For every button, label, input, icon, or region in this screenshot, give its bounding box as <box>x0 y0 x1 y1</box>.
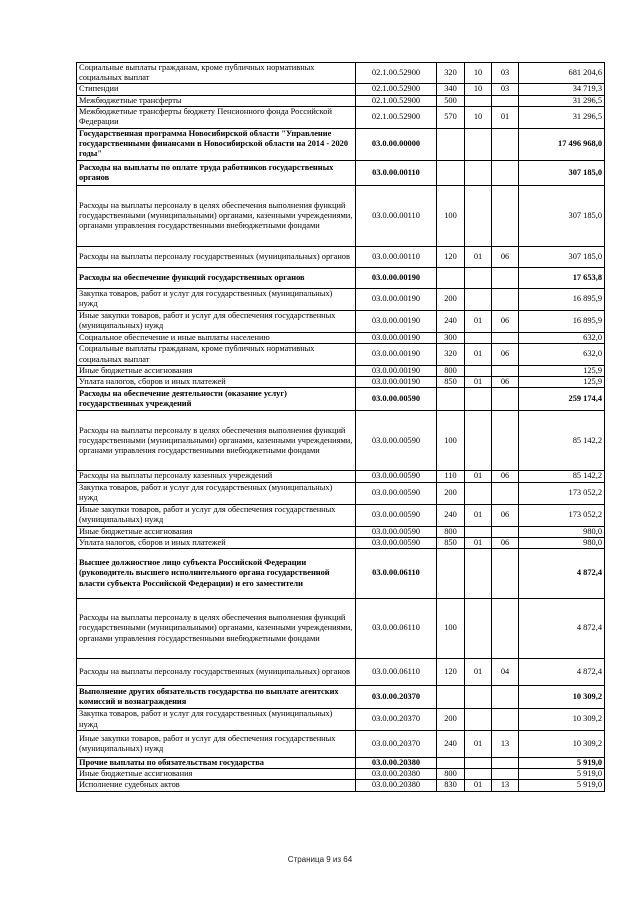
table-row <box>77 344 605 366</box>
row-subsection-cell: 06 <box>492 310 519 332</box>
row-sum-cell: 34 719,3 <box>519 84 605 95</box>
row-subsection-cell: 06 <box>492 537 519 548</box>
row-sum-cell: 307 185,0 <box>519 185 605 246</box>
table-row <box>77 95 605 106</box>
table-row <box>77 377 605 388</box>
row-name-cell: Прочие выплаты по обязательствам государства <box>77 758 356 769</box>
row-section-cell: 01 <box>465 310 492 332</box>
table-row <box>77 686 605 709</box>
row-name-cell: Иные бюджетные ассигнования <box>77 366 356 377</box>
row-name-cell: Уплата налогов, сборов и иных платежей <box>77 537 356 548</box>
row-code-cell: 03.0.00.20380 <box>356 780 437 791</box>
row-code-cell: 03.0.00.00190 <box>356 344 437 366</box>
row-expense-type-cell: 830 <box>437 780 465 791</box>
row-name-cell: Стипендии <box>77 84 356 95</box>
row-name-cell: Межбюджетные трансферты <box>77 95 356 106</box>
row-code-cell: 03.0.00.00110 <box>356 185 437 246</box>
row-name-cell: Закупка товаров, работ и услуг для государственных (муниципальных) нужд <box>77 709 356 731</box>
row-section-cell: 01 <box>465 246 492 267</box>
row-code-cell: 03.0.00.20380 <box>356 769 437 780</box>
row-section-cell <box>465 549 492 599</box>
table-row <box>77 288 605 310</box>
row-name-cell: Социальное обеспечение и иные выплаты населению <box>77 332 356 343</box>
table-row <box>77 84 605 95</box>
row-subsection-cell: 03 <box>492 84 519 95</box>
row-expense-type-cell <box>437 686 465 709</box>
row-expense-type-cell <box>437 549 465 599</box>
row-expense-type-cell: 800 <box>437 769 465 780</box>
row-subsection-cell: 13 <box>492 780 519 791</box>
row-expense-type-cell: 320 <box>437 344 465 366</box>
row-code-cell: 03.0.00.00590 <box>356 411 437 471</box>
row-subsection-cell: 13 <box>492 731 519 758</box>
row-code-cell: 03.0.00.00190 <box>356 366 437 377</box>
row-code-cell: 03.0.00.00190 <box>356 332 437 343</box>
row-subsection-cell <box>492 128 519 160</box>
row-sum-cell: 10 309,2 <box>519 686 605 709</box>
row-subsection-cell <box>492 95 519 106</box>
row-name-cell: Расходы на выплаты персоналу казенных учреждений <box>77 471 356 482</box>
row-code-cell: 03.0.00.06110 <box>356 659 437 686</box>
row-subsection-cell <box>492 686 519 709</box>
row-subsection-cell <box>492 160 519 185</box>
row-sum-cell: 632,0 <box>519 332 605 343</box>
table-row <box>77 185 605 246</box>
row-section-cell <box>465 95 492 106</box>
row-sum-cell: 307 185,0 <box>519 160 605 185</box>
row-sum-cell: 307 185,0 <box>519 246 605 267</box>
table-row <box>77 160 605 185</box>
row-sum-cell: 17 496 968,0 <box>519 128 605 160</box>
row-sum-cell: 10 309,2 <box>519 731 605 758</box>
row-code-cell: 03.0.00.00590 <box>356 504 437 526</box>
table-row <box>77 537 605 548</box>
row-subsection-cell <box>492 288 519 310</box>
row-sum-cell: 980,0 <box>519 537 605 548</box>
row-section-cell: 01 <box>465 344 492 366</box>
row-section-cell: 01 <box>465 471 492 482</box>
row-name-cell: Закупка товаров, работ и услуг для государственных (муниципальных) нужд <box>77 288 356 310</box>
row-expense-type-cell <box>437 128 465 160</box>
row-subsection-cell: 06 <box>492 344 519 366</box>
row-section-cell <box>465 599 492 659</box>
row-section-cell: 01 <box>465 377 492 388</box>
row-section-cell <box>465 526 492 537</box>
row-sum-cell: 85 142,2 <box>519 471 605 482</box>
row-sum-cell: 17 653,8 <box>519 267 605 288</box>
row-expense-type-cell: 800 <box>437 526 465 537</box>
row-sum-cell: 31 296,5 <box>519 106 605 128</box>
row-subsection-cell <box>492 549 519 599</box>
table-row <box>77 709 605 731</box>
row-sum-cell: 259 174,4 <box>519 388 605 411</box>
table-row <box>77 388 605 411</box>
row-section-cell <box>465 366 492 377</box>
row-sum-cell: 173 052,2 <box>519 504 605 526</box>
row-subsection-cell <box>492 769 519 780</box>
row-name-cell: Расходы на выплаты персоналу в целях обеспечения выполнения функций государственными (муниципальными) органами, казенными учреждениями, органами управления государственными внебюджетными фондами <box>77 185 356 246</box>
row-name-cell: Выполнение других обязательств государства по выплате агентских комиссий и вознаграждения <box>77 686 356 709</box>
table-row <box>77 63 605 84</box>
row-section-cell <box>465 288 492 310</box>
row-code-cell: 03.0.00.00190 <box>356 288 437 310</box>
row-code-cell: 03.0.00.00590 <box>356 471 437 482</box>
row-subsection-cell <box>492 758 519 769</box>
table-row <box>77 731 605 758</box>
row-subsection-cell <box>492 411 519 471</box>
row-name-cell: Уплата налогов, сборов и иных платежей <box>77 377 356 388</box>
row-sum-cell: 681 204,6 <box>519 63 605 84</box>
row-code-cell: 03.0.00.00190 <box>356 377 437 388</box>
row-expense-type-cell: 570 <box>437 106 465 128</box>
table-row <box>77 246 605 267</box>
row-expense-type-cell: 200 <box>437 709 465 731</box>
row-sum-cell: 5 919,0 <box>519 780 605 791</box>
row-sum-cell: 125,9 <box>519 377 605 388</box>
row-sum-cell: 5 919,0 <box>519 769 605 780</box>
row-subsection-cell <box>492 185 519 246</box>
row-code-cell: 02.1.00.52900 <box>356 63 437 84</box>
row-section-cell: 01 <box>465 731 492 758</box>
table-row <box>77 526 605 537</box>
row-subsection-cell: 01 <box>492 106 519 128</box>
row-sum-cell: 4 872,4 <box>519 549 605 599</box>
row-section-cell <box>465 411 492 471</box>
row-section-cell <box>465 758 492 769</box>
row-subsection-cell: 03 <box>492 63 519 84</box>
row-expense-type-cell <box>437 388 465 411</box>
row-expense-type-cell: 320 <box>437 63 465 84</box>
row-subsection-cell <box>492 388 519 411</box>
row-subsection-cell: 06 <box>492 504 519 526</box>
row-expense-type-cell: 100 <box>437 185 465 246</box>
row-code-cell: 02.1.00.52900 <box>356 84 437 95</box>
row-section-cell <box>465 388 492 411</box>
row-sum-cell: 4 872,4 <box>519 599 605 659</box>
row-expense-type-cell: 300 <box>437 332 465 343</box>
row-section-cell <box>465 267 492 288</box>
row-subsection-cell: 06 <box>492 377 519 388</box>
row-expense-type-cell: 200 <box>437 482 465 504</box>
row-name-cell: Расходы на выплаты персоналу в целях обеспечения выполнения функций государственными (муниципальными) органами, казенными учреждениями, органами управления государственными внебюджетными фондами <box>77 411 356 471</box>
row-expense-type-cell: 340 <box>437 84 465 95</box>
row-code-cell: 02.1.00.52900 <box>356 106 437 128</box>
row-name-cell: Исполнение судебных актов <box>77 780 356 791</box>
row-subsection-cell <box>492 709 519 731</box>
row-name-cell: Иные бюджетные ассигнования <box>77 769 356 780</box>
row-subsection-cell <box>492 526 519 537</box>
table-row <box>77 549 605 599</box>
row-section-cell: 10 <box>465 63 492 84</box>
row-sum-cell: 173 052,2 <box>519 482 605 504</box>
table-row <box>77 599 605 659</box>
row-code-cell: 03.0.00.20380 <box>356 758 437 769</box>
row-code-cell: 03.0.00.00190 <box>356 267 437 288</box>
row-sum-cell: 16 895,9 <box>519 310 605 332</box>
row-expense-type-cell: 110 <box>437 471 465 482</box>
table-row <box>77 758 605 769</box>
row-name-cell: Иные закупки товаров, работ и услуг для обеспечения государственных (муниципальных) нужд <box>77 731 356 758</box>
row-name-cell: Межбюджетные трансферты бюджету Пенсионного фонда Российской Федерации <box>77 106 356 128</box>
row-expense-type-cell <box>437 160 465 185</box>
row-name-cell: Расходы на выплаты персоналу в целях обеспечения выполнения функций государственными (муниципальными) органами, казенными учреждениями, органами управления государственными внебюджетными фондами <box>77 599 356 659</box>
row-subsection-cell <box>492 267 519 288</box>
row-code-cell: 02.1.00.52900 <box>356 95 437 106</box>
row-expense-type-cell: 240 <box>437 731 465 758</box>
row-name-cell: Закупка товаров, работ и услуг для государственных (муниципальных) нужд <box>77 482 356 504</box>
row-expense-type-cell: 100 <box>437 411 465 471</box>
row-name-cell: Иные закупки товаров, работ и услуг для обеспечения государственных (муниципальных) нужд <box>77 310 356 332</box>
row-expense-type-cell: 800 <box>437 366 465 377</box>
table-row <box>77 780 605 791</box>
row-expense-type-cell <box>437 758 465 769</box>
row-expense-type-cell: 120 <box>437 659 465 686</box>
row-sum-cell: 5 919,0 <box>519 758 605 769</box>
row-section-cell <box>465 769 492 780</box>
row-sum-cell: 632,0 <box>519 344 605 366</box>
row-subsection-cell <box>492 599 519 659</box>
row-section-cell: 01 <box>465 504 492 526</box>
row-expense-type-cell: 240 <box>437 310 465 332</box>
row-code-cell: 03.0.00.00110 <box>356 160 437 185</box>
row-section-cell: 10 <box>465 84 492 95</box>
row-sum-cell: 10 309,2 <box>519 709 605 731</box>
table-row <box>77 366 605 377</box>
row-subsection-cell: 06 <box>492 471 519 482</box>
table-row <box>77 128 605 160</box>
row-code-cell: 03.0.00.20370 <box>356 731 437 758</box>
row-section-cell <box>465 332 492 343</box>
row-section-cell <box>465 686 492 709</box>
row-section-cell: 01 <box>465 537 492 548</box>
table-row <box>77 471 605 482</box>
row-expense-type-cell: 850 <box>437 537 465 548</box>
row-expense-type-cell: 120 <box>437 246 465 267</box>
row-subsection-cell <box>492 482 519 504</box>
row-code-cell: 03.0.00.00190 <box>356 310 437 332</box>
row-expense-type-cell: 240 <box>437 504 465 526</box>
row-code-cell: 03.0.00.00590 <box>356 537 437 548</box>
row-name-cell: Социальные выплаты гражданам, кроме публичных нормативных социальных выплат <box>77 63 356 84</box>
row-name-cell: Расходы на обеспечение деятельности (оказание услуг) государственных учреждений <box>77 388 356 411</box>
row-name-cell: Расходы на выплаты персоналу государственных (муниципальных) органов <box>77 659 356 686</box>
table-row <box>77 310 605 332</box>
row-name-cell: Государственная программа Новосибирской области "Управление государственными финансами в Новосибирской области на 2014 - 2020 годы" <box>77 128 356 160</box>
row-section-cell <box>465 128 492 160</box>
row-expense-type-cell: 100 <box>437 599 465 659</box>
row-name-cell: Расходы на выплаты персоналу государственных (муниципальных) органов <box>77 246 356 267</box>
row-name-cell: Расходы на выплаты по оплате труда работников государственных органов <box>77 160 356 185</box>
row-name-cell: Иные бюджетные ассигнования <box>77 526 356 537</box>
page-number: Страница 9 из 64 <box>287 855 353 864</box>
row-section-cell <box>465 185 492 246</box>
row-subsection-cell: 06 <box>492 246 519 267</box>
table-row <box>77 106 605 128</box>
row-section-cell: 10 <box>465 106 492 128</box>
row-name-cell: Иные закупки товаров, работ и услуг для обеспечения государственных (муниципальных) нужд <box>77 504 356 526</box>
row-sum-cell: 85 142,2 <box>519 411 605 471</box>
row-code-cell: 03.0.00.00590 <box>356 388 437 411</box>
row-expense-type-cell: 200 <box>437 288 465 310</box>
row-code-cell: 03.0.00.06110 <box>356 599 437 659</box>
row-subsection-cell <box>492 332 519 343</box>
table-row <box>77 411 605 471</box>
row-section-cell: 01 <box>465 659 492 686</box>
table-row <box>77 267 605 288</box>
row-sum-cell: 4 872,4 <box>519 659 605 686</box>
row-name-cell: Расходы на обеспечение функций государственных органов <box>77 267 356 288</box>
budget-table-body <box>77 63 605 792</box>
row-code-cell: 03.0.00.20370 <box>356 709 437 731</box>
row-expense-type-cell <box>437 267 465 288</box>
row-section-cell <box>465 160 492 185</box>
row-sum-cell: 125,9 <box>519 366 605 377</box>
table-row <box>77 332 605 343</box>
row-expense-type-cell: 850 <box>437 377 465 388</box>
table-row <box>77 504 605 526</box>
row-name-cell: Высшее должностное лицо субъекта Российской Федерации (руководитель высшего исполнительного органа государственной власти субъекта Российской Федерации) и его заместители <box>77 549 356 599</box>
row-sum-cell: 980,0 <box>519 526 605 537</box>
table-row <box>77 769 605 780</box>
row-subsection-cell: 04 <box>492 659 519 686</box>
budget-table <box>76 62 605 792</box>
row-sum-cell: 16 895,9 <box>519 288 605 310</box>
row-code-cell: 03.0.00.00590 <box>356 482 437 504</box>
row-subsection-cell <box>492 366 519 377</box>
row-code-cell: 03.0.00.00110 <box>356 246 437 267</box>
row-sum-cell: 31 296,5 <box>519 95 605 106</box>
row-section-cell <box>465 482 492 504</box>
row-expense-type-cell: 500 <box>437 95 465 106</box>
row-name-cell: Социальные выплаты гражданам, кроме публичных нормативных социальных выплат <box>77 344 356 366</box>
table-row <box>77 659 605 686</box>
row-code-cell: 03.0.00.06110 <box>356 549 437 599</box>
row-code-cell: 03.0.00.20370 <box>356 686 437 709</box>
row-section-cell: 01 <box>465 780 492 791</box>
row-code-cell: 03.0.00.00590 <box>356 526 437 537</box>
row-section-cell <box>465 709 492 731</box>
row-code-cell: 03.0.00.00000 <box>356 128 437 160</box>
table-row <box>77 482 605 504</box>
